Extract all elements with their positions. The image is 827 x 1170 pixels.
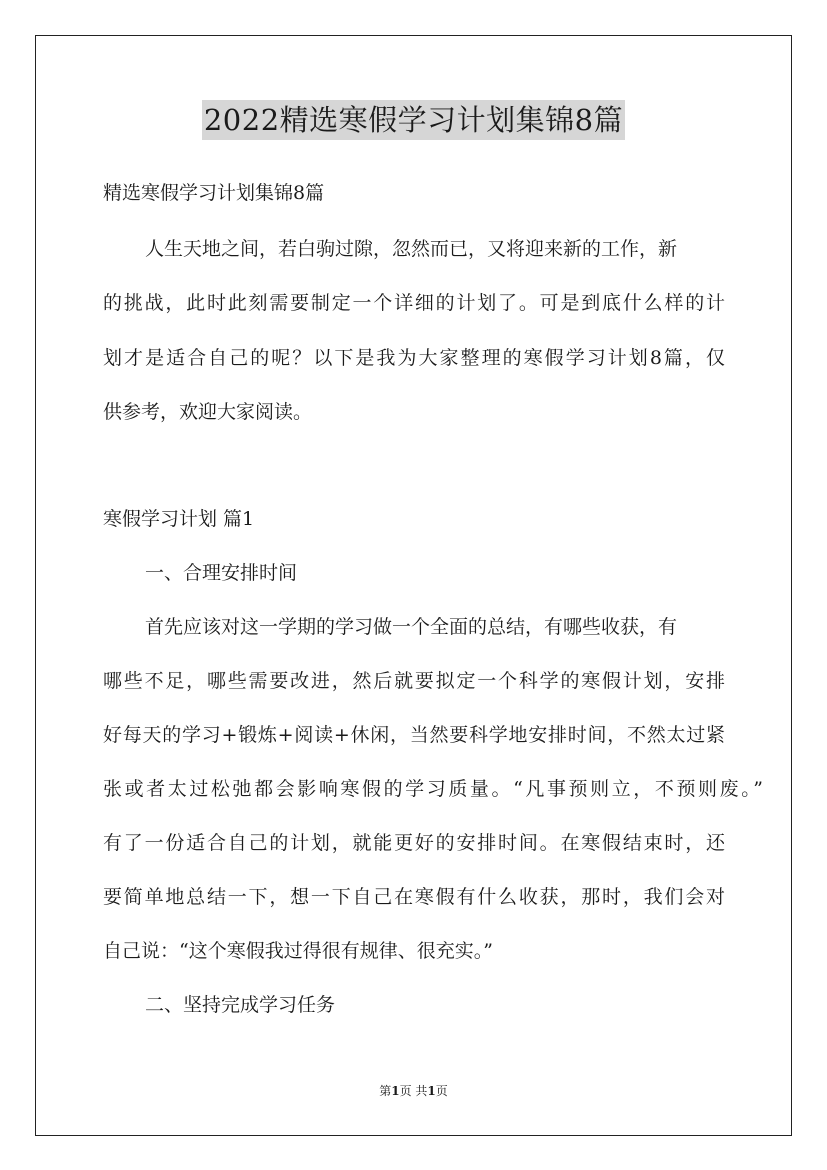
title-container bbox=[0, 100, 827, 140]
intro-line: 划才是适合自己的呢？以下是我为大家整理的寒假学习计划8篇，仅 bbox=[103, 347, 725, 369]
point2-heading: 二、坚持完成学习任务 bbox=[145, 994, 336, 1016]
intro-line: 人生天地之间，若白驹过隙，忽然而已，又将迎来新的工作，新 bbox=[145, 238, 678, 260]
footer-page-number: 1 bbox=[391, 1084, 400, 1098]
footer-page-total: 1 bbox=[427, 1084, 436, 1098]
body-line: 有了一份适合自己的计划，就能更好的安排时间。在寒假结束时，还 bbox=[103, 832, 725, 854]
page-footer bbox=[0, 1083, 827, 1099]
document-subtitle: 精选寒假学习计划集锦8篇 bbox=[103, 182, 325, 204]
body-line: 哪些不足，哪些需要改进，然后就要拟定一个科学的寒假计划，安排 bbox=[103, 670, 725, 692]
section-heading: 寒假学习计划 篇1 bbox=[103, 508, 255, 530]
body-line: 好每天的学习+锻炼+阅读+休闲，当然要科学地安排时间，不然太过紧 bbox=[103, 724, 725, 746]
intro-line: 供参考，欢迎大家阅读。 bbox=[103, 401, 313, 423]
body-line: 要简单地总结一下，想一下自己在寒假有什么收获，那时，我们会对 bbox=[103, 886, 725, 908]
point1-heading: 一、合理安排时间 bbox=[145, 562, 298, 584]
footer-mid: 页 共 bbox=[399, 1084, 428, 1098]
body-line: 张或者太过松弛都会影响寒假的学习质量。“凡事预则立，不预则废。” bbox=[103, 778, 763, 800]
footer-prefix: 第 bbox=[379, 1084, 392, 1098]
body-line: 首先应该对这一学期的学习做一个全面的总结，有哪些收获，有 bbox=[145, 616, 678, 638]
document-title: 2022精选寒假学习计划集锦8篇 bbox=[202, 100, 625, 140]
intro-line: 的挑战，此时此刻需要制定一个详细的计划了。可是到底什么样的计 bbox=[103, 292, 725, 314]
body-line: 自己说：“这个寒假我过得很有规律、很充实。” bbox=[103, 940, 493, 962]
footer-suffix: 页 bbox=[435, 1084, 448, 1098]
